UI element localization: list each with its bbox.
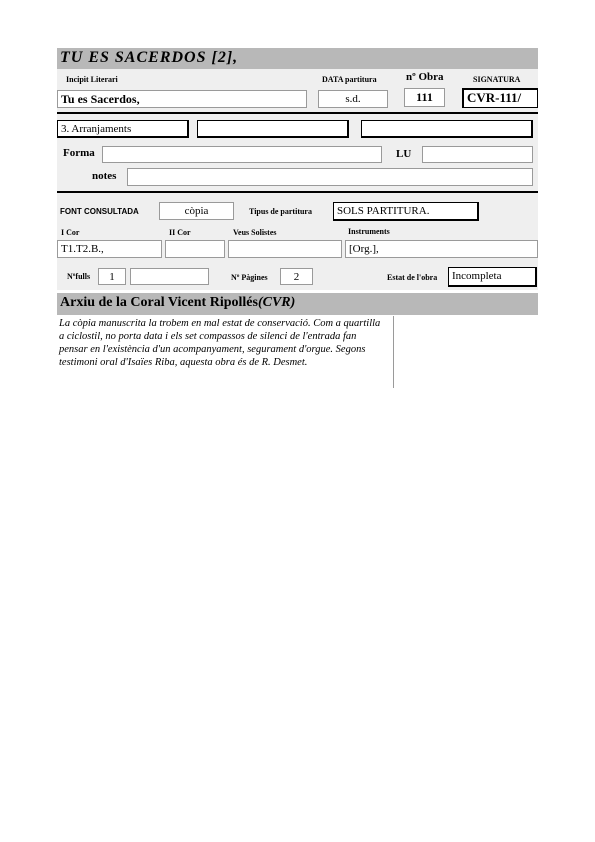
signatura-field[interactable]: CVR-111/ [462,88,538,108]
signatura-label: SIGNATURA [473,75,521,84]
archive-title [60,295,295,311]
instruments-field[interactable]: [Org.], [345,240,538,258]
notes-field[interactable] [127,168,533,186]
category-field-3[interactable] [361,120,533,138]
forma-label: Forma [63,147,95,159]
forma-field[interactable] [102,146,382,163]
i-cor-label: I Cor [61,228,80,237]
category-field-2[interactable] [197,120,349,138]
n-fulls-field[interactable]: 1 [98,268,126,285]
n-obra-label: nº Obra [406,71,444,83]
archive-notes: La còpia manuscrita la trobem en mal estat de conservació. Com a quartilla a ciclostil, no porta data i els set compassos de silenci de l'entrada fan pensar en l'existència d'un acompanyament, segurament d'orgue. Segons testimoni oral d'Isaïes Riba, aquesta obra és de R. Desmet. [59,318,381,368]
font-consultada-field[interactable]: còpia [159,202,234,220]
n-obra-field[interactable]: 111 [404,88,445,107]
veus-solistes-field[interactable] [228,240,342,258]
archive-name: Arxiu de la Coral Vicent Ripollés [60,295,258,310]
lu-label: LU [396,148,412,160]
n-fulls-label: Nºfulls [67,272,91,281]
n-pagines-field[interactable]: 2 [280,268,313,285]
page-title: TU ES SACERDOS [2], [60,49,239,66]
archive-abbr: (CVR) [257,295,296,310]
i-cor-field[interactable]: T1.T2.B., [57,240,162,258]
font-consultada-label: FONT CONSULTADA [60,207,139,216]
notes-label: notes [92,170,117,182]
ii-cor-field[interactable] [165,240,225,258]
estat-obra-field[interactable]: Incompleta [448,267,537,287]
estat-obra-label: Estat de l'obra [387,273,438,282]
n-fulls-extra-field[interactable] [130,268,209,285]
instruments-label: Instruments [348,227,390,236]
tipus-partitura-field[interactable]: SOLS PARTITURA. [333,202,479,221]
ii-cor-label: II Cor [169,228,191,237]
incipit-label: Incipit Literari [66,75,118,84]
tipus-partitura-label: Tipus de partitura [249,207,312,216]
separator-line [57,191,538,193]
data-partitura-label: DATA partitura [322,75,377,84]
separator-line [57,112,538,114]
lu-field[interactable] [422,146,533,163]
veus-solistes-label: Veus Solistes [233,228,277,237]
n-pagines-label: Nº Pàgines [231,273,268,282]
column-divider [393,316,394,388]
incipit-field[interactable]: Tu es Sacerdos, [57,90,307,108]
data-partitura-field[interactable]: s.d. [318,90,388,108]
category-field[interactable]: 3. Arranjaments [57,120,189,138]
